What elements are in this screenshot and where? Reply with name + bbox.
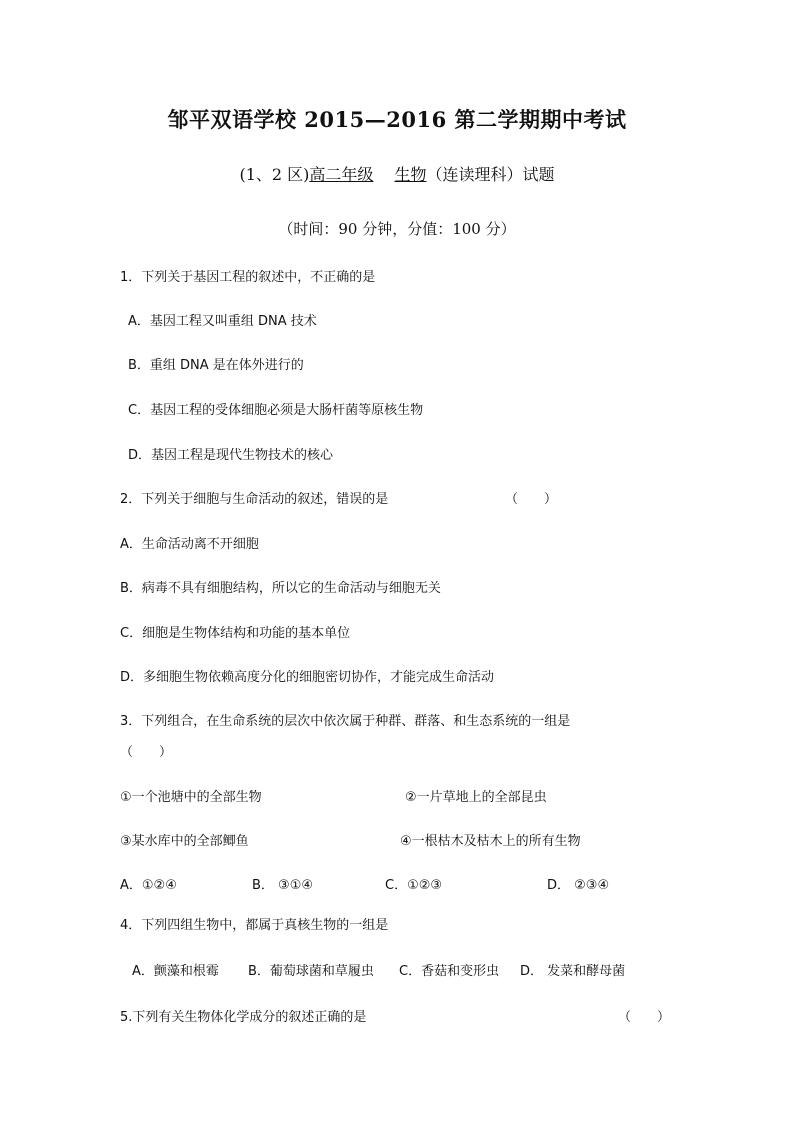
subtitle-subject: 生物 <box>394 165 427 184</box>
q3-option-b: B． ③①④ <box>252 878 314 893</box>
q2-stem: 2．下列关于细胞与生命活动的叙述，错误的是 <box>120 492 389 507</box>
q3-item-1: ①一个池塘中的全部生物 <box>120 790 262 805</box>
q4-option-a: A．颤藻和根霉 <box>132 964 219 979</box>
q1-option-b: B．重组 DNA 是在体外进行的 <box>128 358 304 373</box>
q5-stem: 5.下列有关生物体化学成分的叙述正确的是 <box>120 1010 367 1025</box>
subtitle-prefix: (1、2 区) <box>239 165 310 184</box>
q1-option-d: D．基因工程是现代生物技术的核心 <box>128 448 334 463</box>
q3-option-c: C．①②③ <box>385 878 443 893</box>
q4-stem: 4．下列四组生物中，都属于真核生物的一组是 <box>120 918 389 933</box>
subtitle-grade: 高二年级 <box>309 165 374 184</box>
subtitle-gap <box>373 165 394 184</box>
q3-stem: 3．下列组合，在生命系统的层次中依次属于种群、群落、和生态系统的一组是 <box>120 714 571 729</box>
exam-meta: （时间：90 分钟，分值：100 分） <box>278 220 516 238</box>
q2-answer-paren: （ ） <box>505 492 558 507</box>
q4-option-c: C．香菇和变形虫 <box>399 964 500 979</box>
q1-stem: 1．下列关于基因工程的叙述中，不正确的是 <box>120 270 376 285</box>
exam-subtitle <box>0 162 794 185</box>
q2-option-a: A．生命活动离不开细胞 <box>120 537 259 552</box>
q2-option-c: C．细胞是生物体结构和功能的基本单位 <box>120 626 351 641</box>
q3-option-a: A．①②④ <box>120 878 177 893</box>
subtitle-suffix: （连读理科）试题 <box>426 165 555 184</box>
q1-option-c: C．基因工程的受体细胞必须是大肠杆菌等原核生物 <box>128 403 424 418</box>
q2-option-d: D．多细胞生物依赖高度分化的细胞密切协作，才能完成生命活动 <box>120 670 495 685</box>
q1-option-a: A．基因工程又叫重组 DNA 技术 <box>128 314 317 329</box>
q3-item-4: ④一根枯木及枯木上的所有生物 <box>400 834 581 849</box>
q5-answer-paren: （ ） <box>618 1010 671 1025</box>
q3-answer-paren: （ ） <box>120 745 173 760</box>
q3-item-2: ②一片草地上的全部昆虫 <box>405 790 547 805</box>
q4-option-b: B．葡萄球菌和草履虫 <box>248 964 374 979</box>
q4-option-d: D． 发菜和酵母菌 <box>520 964 626 979</box>
q3-option-d: D． ②③④ <box>547 878 610 893</box>
exam-title: 邹平双语学校 2015—2016 第二学期期中考试 <box>167 107 627 132</box>
q2-option-b: B．病毒不具有细胞结构，所以它的生命活动与细胞无关 <box>120 581 441 596</box>
q3-item-3: ③某水库中的全部鲫鱼 <box>120 834 249 849</box>
